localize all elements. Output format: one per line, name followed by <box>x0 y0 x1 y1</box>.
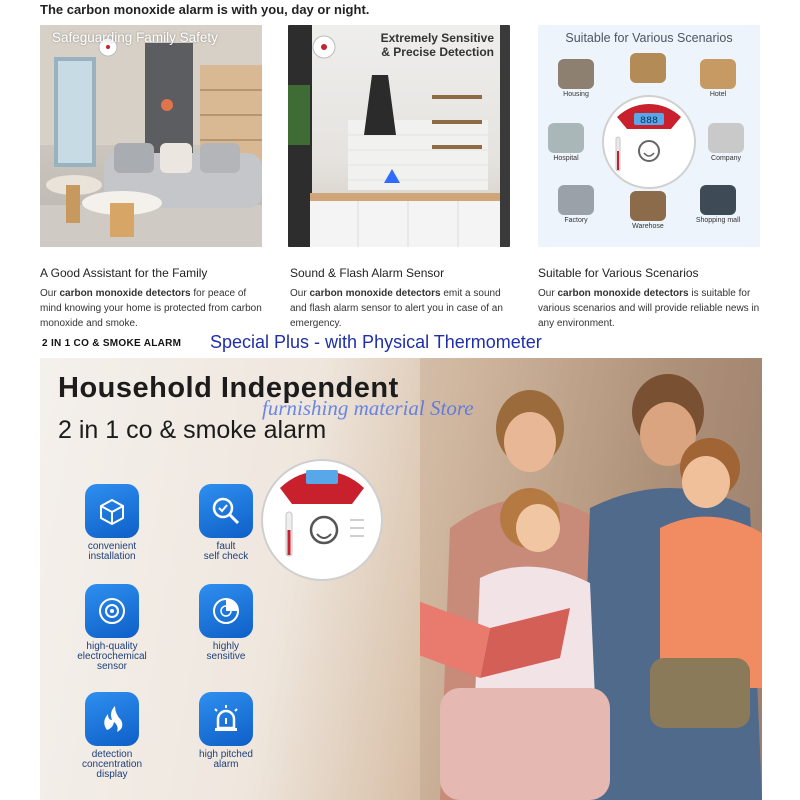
sensor-chip-icon <box>85 584 139 638</box>
feature-sensor <box>52 584 172 672</box>
panel-title-line1: Extremely Sensitive <box>380 31 494 45</box>
company-image <box>708 123 744 153</box>
text-bold: carbon monoxide detectors <box>309 288 441 299</box>
panel-scenarios <box>538 25 760 247</box>
top-heading: The carbon monoxide alarm is with you, day or night. <box>40 2 370 17</box>
scenario-label: Factory <box>564 217 588 224</box>
feature-line2: concentration <box>81 759 143 770</box>
scenario-label: Company <box>711 155 741 162</box>
text-suffix: emit a sound and flash alarm sensor to alert you in case of an emergency. <box>290 288 503 329</box>
feature-line2: electrochemical <box>77 651 147 662</box>
hero-subtitle: 2 in 1 co & smoke alarm <box>58 416 327 444</box>
feature-installation <box>52 484 172 562</box>
feature-line2: installation <box>88 551 136 562</box>
panel-title: Suitable for Various Scenarios <box>565 31 733 45</box>
scenario-label: Warehose <box>632 223 664 230</box>
feature-line1: convenient <box>87 541 137 552</box>
feature-line2: alarm <box>213 759 239 770</box>
scenario-label: Hospital <box>553 155 579 162</box>
scenario-company <box>696 123 756 162</box>
scenario-factory <box>546 185 606 224</box>
text-prefix: Our <box>538 288 558 299</box>
school-image <box>630 53 666 83</box>
text-bold: carbon monoxide detectors <box>59 288 191 299</box>
flame-icon <box>85 692 139 746</box>
feature-line3: display <box>96 769 128 780</box>
feature-line3: sensor <box>96 661 127 672</box>
feature-line1: high-quality <box>86 641 138 652</box>
feature-line2: self check <box>203 551 249 562</box>
housing-image <box>558 59 594 89</box>
column-text-scenarios <box>538 286 766 331</box>
feature-line1: high pitched <box>199 749 253 760</box>
warehouse-image <box>630 191 666 221</box>
store-watermark: furnishing material Store <box>262 396 474 420</box>
panel-title <box>381 31 494 59</box>
scenario-label: Hotel <box>709 91 727 98</box>
column-title-family: A Good Assistant for the Family <box>40 266 208 280</box>
scenario-hospital <box>538 123 596 162</box>
panel-family-safety <box>40 25 262 247</box>
magnifier-check-icon <box>199 484 253 538</box>
text-prefix: Our <box>40 288 60 299</box>
feature-line1: fault <box>216 541 236 552</box>
scenario-housing <box>546 59 606 98</box>
hospital-image <box>548 123 584 153</box>
panel-sensitive-detection <box>288 25 510 247</box>
panel-title-line2: & Precise Detection <box>381 45 494 59</box>
scenario-school <box>618 53 678 85</box>
siren-icon <box>199 692 253 746</box>
feature-alarm <box>166 692 286 770</box>
detector-display: 888 <box>639 116 659 127</box>
scenario-label: Housing <box>563 91 589 98</box>
feature-concentration <box>52 692 172 780</box>
column-title-scenarios: Suitable for Various Scenarios <box>538 266 699 280</box>
scenario-label: Shopping mall <box>695 217 741 224</box>
hero-banner <box>40 358 762 800</box>
feature-self-check <box>166 484 286 562</box>
text-prefix: Our <box>290 288 310 299</box>
hotel-image <box>700 59 736 89</box>
special-plus-label: Special Plus - with Physical Thermometer <box>210 332 542 352</box>
box-icon <box>85 484 139 538</box>
column-text-family <box>40 286 268 331</box>
factory-image <box>558 185 594 215</box>
feature-sensitive <box>166 584 286 662</box>
living-room-illustration <box>40 25 262 247</box>
family-photo <box>420 358 762 800</box>
column-title-sound: Sound & Flash Alarm Sensor <box>290 266 445 280</box>
detector-icon <box>600 93 698 191</box>
feature-line1: highly <box>212 641 240 652</box>
hero-title: Household Independent <box>58 372 399 404</box>
feature-line2: sensitive <box>206 651 246 662</box>
column-text-sound <box>290 286 518 331</box>
shopping-mall-image <box>700 185 736 215</box>
radar-icon <box>199 584 253 638</box>
feature-line1: detection <box>91 749 133 760</box>
text-suffix: for peace of mind knowing your home is protected from carbon monoxide and smoke. <box>40 288 262 329</box>
product-type-label: 2 IN 1 CO & SMOKE ALARM <box>42 338 182 349</box>
scenario-warehouse <box>618 191 678 230</box>
panel-title: Safeguarding Family Safety <box>52 30 218 45</box>
text-suffix: is suitable for various scenarios and will provide reliable news in any environment. <box>538 288 760 329</box>
text-bold: carbon monoxide detectors <box>557 288 689 299</box>
